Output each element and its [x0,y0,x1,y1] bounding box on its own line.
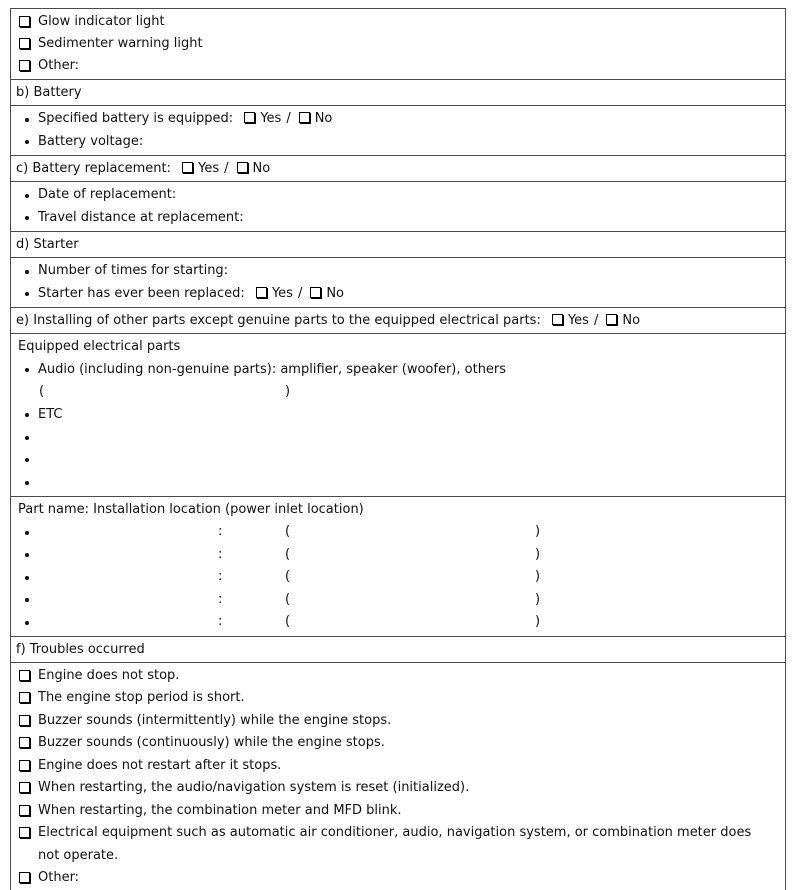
checkbox-icon[interactable] [19,872,30,883]
troubles-checklist-box [11,662,785,890]
colon-separator: : [218,524,223,539]
bullet-icon [25,413,29,417]
checklist-item-label: Engine does not stop. [38,667,180,683]
checklist-item-label: Engine does not restart after it stops. [38,757,282,773]
bullet-item-label: Date of replacement: [38,187,177,202]
paren-open: ( [285,569,291,584]
bullet-icon [25,368,29,372]
paren-close: ) [535,569,541,584]
bullet-icon [25,436,29,440]
checkbox-icon[interactable] [19,715,30,726]
checkbox-icon[interactable] [256,287,267,298]
checkbox-icon[interactable] [19,782,30,793]
yes-label: Yes [198,161,220,176]
colon-separator: : [218,569,223,584]
checklist-item-label: Sedimenter warning light [38,36,203,51]
bullet-icon [25,194,29,198]
bullet-icon [25,576,29,580]
checkbox-icon[interactable] [299,112,310,123]
checkbox-icon[interactable] [19,805,30,816]
bullet-item-label: Battery voltage: [38,133,144,149]
checkbox-icon[interactable] [19,692,30,703]
checkbox-icon[interactable] [19,60,30,71]
checklist-item [17,867,779,890]
checkbox-icon[interactable] [606,314,617,325]
part-name-row [17,544,779,567]
checklist-item [17,55,779,77]
checkbox-icon[interactable] [237,162,248,173]
part-name-row [17,521,779,544]
empty-bullet-item [17,471,779,494]
bullet-item [17,131,779,154]
bullet-item [17,404,779,427]
yes-no-group [249,286,344,301]
paren-open: ( [39,384,45,399]
paren-close: ) [535,591,541,607]
checklist-item [17,665,779,688]
bullet-icon [25,270,29,274]
checklist-item-label: Electrical equipment such as automatic air conditioner, audio, navigation system, or combination meter does not operate. [38,825,752,863]
bullet-item [17,184,779,207]
checkbox-icon[interactable] [19,670,30,681]
section-header-battery [11,79,785,105]
bullet-item-label: Number of times for starting: [38,263,229,278]
replacement-details-box [11,181,785,231]
checkbox-icon[interactable] [19,827,30,838]
paren-open: ( [285,546,291,562]
yes-label: Yes [567,313,589,328]
yes-no-group [237,111,332,126]
paren-open: ( [285,524,291,539]
checklist-item-label: Other: [38,58,80,73]
bullet-item-label: Specified battery is equipped: [38,111,234,126]
bullet-item-label: Audio (including non-genuine parts): amplifier, speaker (woofer), others [38,361,507,377]
diagnostic-form-table [10,8,786,890]
section-header-battery-replacement [11,155,785,181]
paren-close: ) [535,524,541,539]
checkbox-icon[interactable] [19,737,30,748]
section-header-label: e) Installing of other parts except genuine parts to the equipped electrical parts: [16,313,541,328]
slash-separator: / [593,313,599,328]
part-name-box [11,496,785,636]
no-label: No [326,285,345,301]
fill-in-paren-line [17,381,779,404]
checklist-item [17,687,779,710]
colon-separator: : [218,591,223,607]
no-label: No [252,161,271,176]
bullet-item [17,283,779,306]
bullet-icon [25,481,29,485]
yes-no-group [545,313,640,328]
section-header-label: d) Starter [16,237,79,252]
bullet-item [17,260,779,283]
checklist-item-label: When restarting, the combination meter and MFD blink. [38,802,402,818]
slash-separator: / [224,161,229,176]
checklist-item [17,755,779,778]
checkbox-icon[interactable] [182,162,193,173]
bullet-icon [25,531,29,535]
colon-separator: : [218,546,223,562]
section-header-label: b) Battery [16,85,82,100]
yes-label: Yes [271,285,293,301]
slash-separator: / [286,111,291,126]
equipped-parts-title: Equipped electrical parts [18,339,181,354]
section-header-label: c) Battery replacement: [16,161,172,176]
part-name-row [17,566,779,589]
slash-separator: / [297,285,303,301]
bullet-icon [25,216,29,220]
checkbox-icon[interactable] [19,38,30,49]
checklist-item-label: When restarting, the audio/navigation system is reset (initialized). [38,780,470,795]
checkbox-icon[interactable] [19,760,30,771]
bullet-item [17,359,779,382]
paren-close: ) [535,614,541,629]
bullet-icon [25,118,29,122]
checklist-item-label: Other: [38,870,80,885]
paren-close: ) [535,546,541,562]
battery-details-box [11,105,785,155]
yes-no-group [175,161,270,176]
bullet-item-label: ETC [38,406,63,422]
checkbox-icon[interactable] [19,16,30,27]
empty-bullet-item [17,449,779,472]
colon-separator: : [218,614,223,629]
section-header-starter [11,231,785,257]
paren-close: ) [285,384,291,399]
bullet-icon [25,553,29,557]
checklist-item [17,822,779,867]
no-label: No [622,313,641,328]
section-header-label: f) Troubles occurred [16,641,145,657]
checkbox-icon[interactable] [310,287,321,298]
part-name-row [17,611,779,634]
indicator-checklist-box [11,9,785,79]
no-label: No [314,111,333,126]
checklist-item [17,11,779,33]
bullet-icon [25,292,29,296]
empty-bullet-item [17,426,779,449]
checklist-item [17,710,779,733]
section-header-installing [11,307,785,333]
checklist-item-label: Buzzer sounds (continuously) while the engine stops. [38,735,385,750]
checklist-item-label: Glow indicator light [38,14,165,29]
checklist-item [17,777,779,800]
checkbox-icon[interactable] [552,314,563,325]
yes-label: Yes [260,111,282,126]
bullet-icon [25,621,29,625]
bullet-icon [25,140,29,144]
checkbox-icon[interactable] [244,112,255,123]
part-name-row [17,589,779,612]
checklist-item [17,800,779,823]
paren-open: ( [285,614,291,629]
paren-open: ( [285,591,291,607]
equipped-parts-box [11,333,785,496]
bullet-item-label: Travel distance at replacement: [38,209,244,225]
checklist-item [17,33,779,55]
bullet-item-label: Starter has ever been replaced: [38,285,245,301]
checklist-item [17,732,779,755]
checklist-item-label: Buzzer sounds (intermittently) while the engine stops. [38,712,392,728]
bullet-item [17,108,779,131]
section-header-troubles [11,636,785,662]
checklist-item-label: The engine stop period is short. [38,690,245,705]
bullet-item [17,207,779,230]
bullet-icon [25,458,29,462]
part-name-title: Part name: Installation location (power inlet location) [18,501,364,517]
bullet-icon [25,598,29,602]
starter-details-box [11,257,785,307]
